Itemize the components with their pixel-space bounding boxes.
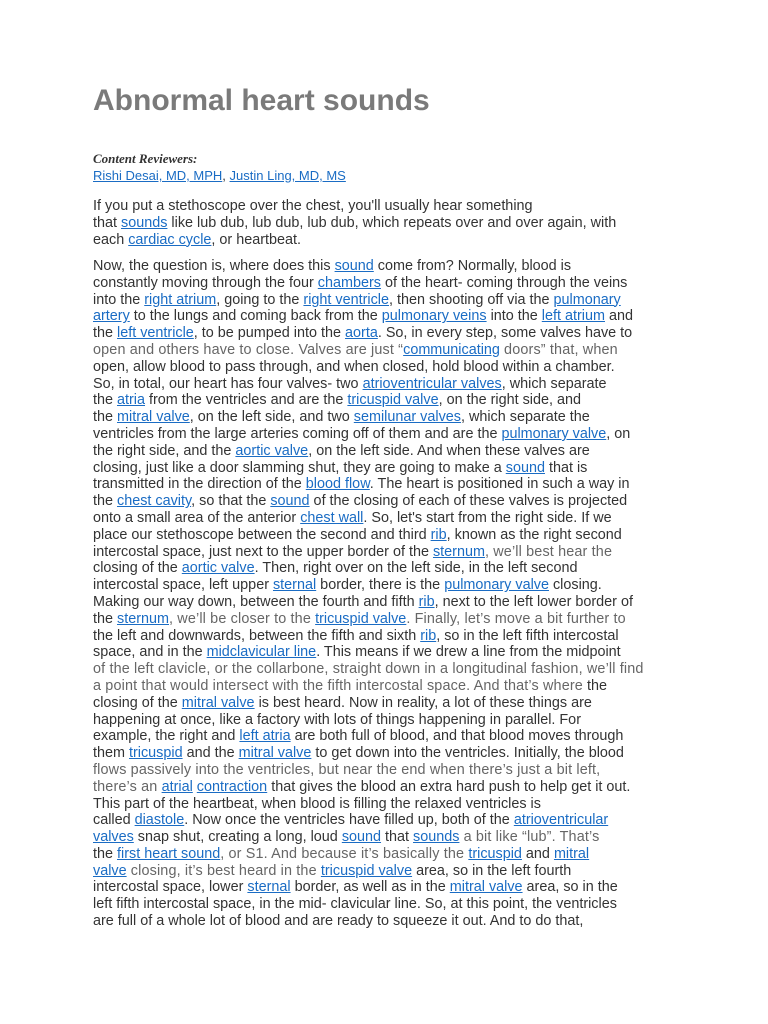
- glossary-link[interactable]: mitral valve: [181, 694, 255, 711]
- glossary-link[interactable]: sound: [341, 829, 382, 846]
- text-span: the: [93, 610, 118, 627]
- glossary-link[interactable]: atrial: [161, 778, 193, 795]
- text-span: , known as the right second: [446, 526, 622, 543]
- text-span: closing, it’s best heard in the: [126, 862, 321, 879]
- text-line: [93, 728, 678, 745]
- text-span: . Finally, let’s move a bit further to: [406, 610, 626, 627]
- glossary-link[interactable]: aorta: [345, 325, 378, 342]
- text-line: [93, 460, 678, 477]
- text-span: to the lungs and coming back from the: [129, 308, 382, 325]
- text-span: the: [93, 845, 118, 862]
- text-span: there’s an: [93, 778, 162, 795]
- content-reviewers-label: Content Reviewers:: [93, 151, 198, 166]
- text-line: [93, 644, 678, 661]
- text-span: , on the left side, and two: [189, 409, 354, 426]
- glossary-link[interactable]: rib: [418, 593, 435, 610]
- text-span: the: [93, 409, 118, 426]
- text-span: , which separate: [501, 375, 607, 392]
- glossary-link[interactable]: tricuspid valve: [315, 610, 407, 627]
- glossary-link[interactable]: atrioventricular: [513, 812, 609, 829]
- glossary-link[interactable]: sternum: [117, 610, 169, 627]
- text-span: , going to the: [216, 291, 304, 308]
- reviewer-link-rishi-desai[interactable]: Rishi Desai, MD, MPH: [93, 168, 223, 183]
- text-span: into the: [93, 291, 145, 308]
- text-span: intercostal space, lower: [93, 879, 248, 896]
- text-span: border, as well as in the: [290, 879, 450, 896]
- page-title: Abnormal heart sounds: [93, 84, 430, 117]
- text-span: from the ventricles and are the: [145, 392, 348, 409]
- text-span: is best heard. Now in reality, a lot of these things are: [254, 694, 592, 711]
- paragraph-body: [93, 258, 678, 930]
- text-line: [93, 846, 678, 863]
- text-span: , we’ll best hear the: [484, 543, 613, 560]
- glossary-link[interactable]: sound: [334, 258, 374, 274]
- glossary-link[interactable]: sternal: [247, 879, 291, 896]
- glossary-link[interactable]: communicating: [403, 341, 500, 358]
- text-line: [93, 325, 678, 342]
- reviewer-separator: ,: [222, 168, 230, 183]
- text-span: that gives the blood an extra hard push to help get it out.: [267, 778, 631, 795]
- text-line: [93, 359, 678, 376]
- text-span: ventricles from the large arteries coming off of them and are the: [93, 425, 502, 442]
- text-span: that is: [544, 459, 588, 476]
- text-span: that: [93, 214, 122, 231]
- text-span: the left and downwards, between the fifth and sixth: [93, 627, 421, 644]
- glossary-link[interactable]: mitral valve: [449, 879, 523, 896]
- text-span: of the closing of each of these valves is projected: [309, 493, 628, 510]
- paragraph-intro: [93, 198, 678, 248]
- text-span: called: [93, 812, 135, 829]
- glossary-link[interactable]: rib: [430, 526, 447, 543]
- text-span: flows passively into the ventricles, but near the end when there’s just a bit left,: [93, 761, 601, 778]
- glossary-link[interactable]: cardiac cycle: [128, 231, 212, 248]
- text-span: each: [93, 231, 129, 248]
- glossary-link[interactable]: midclavicular line: [206, 644, 317, 661]
- glossary-link[interactable]: artery: [93, 308, 130, 325]
- text-span: them: [93, 745, 129, 762]
- glossary-link[interactable]: pulmonary valve: [501, 425, 607, 442]
- glossary-link[interactable]: diastole: [134, 812, 185, 829]
- text-span: , so that the: [191, 493, 271, 510]
- text-span: intercostal space, just next to the upper border of the: [93, 543, 433, 560]
- text-span: the: [93, 493, 118, 510]
- text-line: [93, 661, 678, 678]
- text-line: [93, 426, 678, 443]
- glossary-link[interactable]: tricuspid valve: [320, 862, 413, 879]
- text-line: [93, 476, 678, 493]
- text-span: the: [93, 392, 118, 409]
- glossary-link[interactable]: right ventricle: [303, 291, 389, 308]
- text-line: [93, 896, 678, 913]
- text-line: [93, 215, 678, 232]
- glossary-link[interactable]: left ventricle: [117, 325, 194, 342]
- glossary-link[interactable]: sternal: [272, 577, 317, 594]
- text-span: and: [521, 845, 554, 862]
- text-line: [93, 232, 678, 249]
- text-span: the: [582, 677, 607, 694]
- text-span: . This means if we drew a line from the midpoint: [316, 644, 621, 661]
- text-span: area, so in the: [522, 879, 618, 896]
- text-span: open and others have to close. Valves are just “: [93, 341, 404, 358]
- reviewer-list: [93, 168, 346, 183]
- text-span: and the: [182, 745, 239, 762]
- text-span: , then shooting off via the: [389, 291, 554, 308]
- text-line: [93, 745, 678, 762]
- text-span: , on: [606, 425, 631, 442]
- text-span: like lub dub, lub dub, lub dub, which repeats over and over again, with: [167, 214, 617, 231]
- text-span: . So, let's start from the right side. If we: [363, 509, 612, 526]
- glossary-link[interactable]: chest wall: [300, 509, 364, 526]
- text-span: . Then, right over on the left side, in the left second: [254, 560, 578, 577]
- text-line: [93, 829, 678, 846]
- text-span: of the heart- coming through the veins: [380, 274, 628, 291]
- text-span: happening at once, like a factory with lots of things happening in parallel. For: [93, 711, 581, 728]
- glossary-link[interactable]: chambers: [317, 274, 381, 291]
- reviewer-link-justin-ling[interactable]: Justin Ling, MD, MS: [229, 168, 346, 183]
- glossary-link[interactable]: atrioventricular valves: [362, 375, 502, 392]
- text-span: closing of the: [93, 694, 182, 711]
- text-span: are full of a whole lot of blood and are ready to squeeze it out. And to do that,: [93, 913, 584, 930]
- text-line: [93, 308, 678, 325]
- text-line: [93, 392, 678, 409]
- text-span: are both full of blood, and that blood moves through: [290, 728, 624, 745]
- text-span: , on the left side. And when these valves are: [308, 442, 590, 459]
- text-line: [93, 544, 678, 561]
- text-span: left fifth intercostal space, in the mid- clavicular line. So, at this point, the ventricles: [93, 896, 617, 913]
- glossary-link[interactable]: pulmonary: [553, 291, 621, 308]
- glossary-link[interactable]: tricuspid: [129, 745, 183, 762]
- glossary-link[interactable]: sternum: [432, 543, 485, 560]
- text-line: [93, 493, 678, 510]
- text-line: [93, 594, 678, 611]
- text-span: a point that would intersect with the fifth intercostal space. And that’s where: [93, 677, 583, 694]
- glossary-link[interactable]: sound: [270, 493, 310, 510]
- text-line: [93, 510, 678, 527]
- glossary-link[interactable]: mitral: [553, 845, 590, 862]
- text-line: [93, 527, 678, 544]
- text-span: , on the right side, and: [438, 392, 581, 409]
- glossary-link[interactable]: atria: [117, 392, 146, 409]
- text-span: a bit like “lub”. That’s: [459, 829, 600, 846]
- text-line: [93, 913, 678, 930]
- text-span: , or S1. And because it’s basically the: [220, 845, 469, 862]
- text-line: [93, 812, 678, 829]
- text-span: come from? Normally, blood is: [373, 258, 572, 274]
- text-span: . So, in every step, some valves have to: [377, 325, 633, 342]
- text-span: , to be pumped into the: [193, 325, 346, 342]
- text-line: [93, 712, 678, 729]
- text-span: closing, just like a door slamming shut, they are going to make a: [93, 459, 506, 476]
- text-line: [93, 678, 678, 695]
- text-line: [93, 762, 678, 779]
- text-line: [93, 443, 678, 460]
- text-line: [93, 409, 678, 426]
- text-span: place our stethoscope between the second and third: [93, 526, 431, 543]
- glossary-link[interactable]: semilunar valves: [353, 409, 461, 426]
- text-line: [93, 796, 678, 813]
- text-span: , so in the left fifth intercostal: [436, 627, 619, 644]
- text-line: [93, 879, 678, 896]
- text-span: . The heart is positioned in such a way in: [369, 476, 630, 493]
- glossary-link[interactable]: sound: [505, 459, 545, 476]
- text-span: into the: [486, 308, 542, 325]
- glossary-link[interactable]: pulmonary veins: [381, 308, 487, 325]
- text-span: onto a small area of the anterior: [93, 509, 301, 526]
- text-span: So, in total, our heart has four valves- two: [93, 375, 363, 392]
- glossary-link[interactable]: rib: [420, 627, 437, 644]
- text-span: , or heartbeat.: [211, 231, 302, 248]
- text-span: and: [604, 308, 633, 325]
- text-line: [93, 779, 678, 796]
- glossary-link[interactable]: left atria: [239, 728, 291, 745]
- text-line: [93, 258, 678, 275]
- text-span: example, the right and: [93, 728, 240, 745]
- text-line: [93, 342, 678, 359]
- text-span: transmitted in the direction of the: [93, 476, 306, 493]
- text-line: [93, 863, 678, 880]
- text-span: , we’ll be closer to the: [169, 610, 316, 627]
- text-span: , next to the left lower border of: [434, 593, 633, 610]
- text-span: closing of the: [93, 560, 182, 577]
- text-span: open, allow blood to pass through, and when closed, hold blood within a chamber.: [93, 358, 615, 375]
- text-span: , which separate the: [460, 409, 590, 426]
- glossary-link[interactable]: tricuspid: [468, 845, 522, 862]
- glossary-link[interactable]: tricuspid valve: [347, 392, 439, 409]
- text-span: the right side, and the: [93, 442, 236, 459]
- text-span: border, there is the: [316, 577, 445, 594]
- text-line: [93, 198, 678, 215]
- text-span: This part of the heartbeat, when blood is filling the relaxed ventricles is: [93, 795, 541, 812]
- text-line: [93, 577, 678, 594]
- text-span: space, and in the: [93, 644, 207, 661]
- glossary-link[interactable]: valve: [93, 862, 127, 879]
- glossary-link[interactable]: valves: [93, 829, 134, 846]
- glossary-link[interactable]: first heart sound: [117, 845, 221, 862]
- glossary-link[interactable]: pulmonary valve: [444, 577, 549, 594]
- glossary-link[interactable]: sounds: [413, 829, 460, 846]
- text-span: that: [381, 829, 414, 846]
- text-line: [93, 292, 678, 309]
- glossary-link[interactable]: aortic valve: [181, 560, 255, 577]
- text-span: to get down into the ventricles. Initially, the blood: [311, 745, 624, 762]
- glossary-link[interactable]: mitral valve: [238, 745, 312, 762]
- text-line: [93, 560, 678, 577]
- text-line: [93, 275, 678, 292]
- text-span: If you put a stethoscope over the chest, you'll usually hear something: [93, 198, 533, 214]
- text-span: . Now once the ventricles have filled up, both of the: [184, 812, 514, 829]
- text-line: [93, 628, 678, 645]
- glossary-link[interactable]: chest cavity: [117, 493, 192, 510]
- text-span: doors” that, when: [499, 341, 618, 358]
- text-span: snap shut, creating a long, loud: [133, 829, 342, 846]
- text-span: the: [93, 325, 118, 342]
- text-span: constantly moving through the four: [93, 274, 318, 291]
- text-span: area, so in the left fourth: [412, 862, 572, 879]
- glossary-link[interactable]: sounds: [121, 214, 168, 231]
- glossary-link[interactable]: left atrium: [541, 308, 605, 325]
- glossary-link[interactable]: aortic valve: [235, 442, 309, 459]
- text-line: [93, 376, 678, 393]
- glossary-link[interactable]: contraction: [196, 778, 268, 795]
- text-span: Making our way down, between the fourth and fifth: [93, 593, 419, 610]
- text-line: [93, 611, 678, 628]
- text-span: closing.: [548, 577, 602, 594]
- glossary-link[interactable]: right atrium: [144, 291, 217, 308]
- text-line: [93, 695, 678, 712]
- glossary-link[interactable]: mitral valve: [117, 409, 190, 426]
- text-span: of the left clavicle, or the collarbone, straight down in a longitudinal fashion, we’ll find: [93, 661, 644, 678]
- text-span: Now, the question is, where does this: [93, 258, 335, 274]
- glossary-link[interactable]: blood flow: [305, 476, 370, 493]
- text-span: intercostal space, left upper: [93, 577, 273, 594]
